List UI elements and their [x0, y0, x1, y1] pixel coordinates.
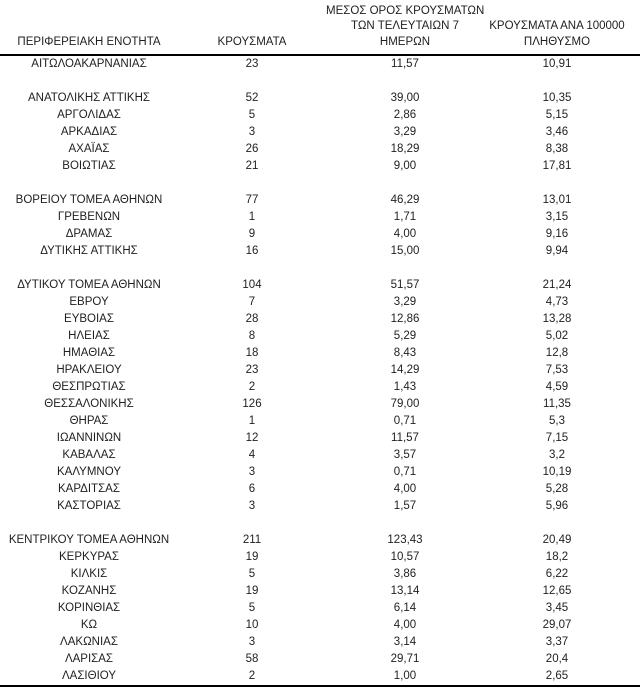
value-cell: 7 [248, 296, 256, 308]
table-body [0, 55, 640, 686]
table-row [0, 583, 640, 600]
region-cell: ΗΛΕΙΑΣ [68, 330, 110, 342]
region-cell: ΒΟΙΩΤΙΑΣ [62, 160, 116, 172]
table-row [0, 55, 640, 73]
value-cell: 6,14 [393, 602, 417, 614]
value-cell: 14,29 [390, 364, 420, 376]
value-cell: 0,71 [393, 415, 417, 427]
value-cell: 10,35 [542, 92, 572, 104]
value-cell: 126 [242, 398, 262, 410]
region-cell: ΚΟΡΙΝΘΙΑΣ [57, 602, 121, 614]
value-cell: 0,71 [393, 466, 417, 478]
value-cell: 6 [248, 483, 256, 495]
region-cell: ΚΙΛΚΙΣ [70, 568, 108, 580]
value-cell: 28 [245, 313, 259, 325]
value-cell: 4,73 [545, 296, 569, 308]
region-cell: ΘΕΣΣΑΛΟΝΙΚΗΣ [44, 398, 134, 410]
table-row [0, 600, 640, 617]
table-row [0, 124, 640, 141]
table-row [0, 651, 640, 668]
value-cell: 52 [245, 92, 259, 104]
value-cell: 3,2 [549, 449, 565, 461]
column-header-line: ΚΡΟΥΣΜΑΤΑ [217, 35, 287, 48]
value-cell: 3,15 [545, 211, 569, 223]
value-cell: 29,71 [390, 653, 420, 665]
value-cell: 7,53 [545, 364, 569, 376]
value-cell: 11,57 [391, 58, 419, 70]
spacer-row [0, 175, 640, 192]
value-cell: 1,43 [393, 381, 417, 393]
table-row [0, 158, 640, 175]
value-cell: 10 [245, 619, 259, 631]
value-cell: 1 [248, 211, 256, 223]
region-cell: ΗΜΑΘΙΑΣ [62, 347, 116, 359]
value-cell: 20,4 [545, 653, 569, 665]
value-cell: 6,22 [545, 568, 569, 580]
value-cell: 51,57 [390, 279, 420, 291]
table-row [0, 396, 640, 413]
region-cell: ΓΡΕΒΕΝΩΝ [57, 211, 121, 223]
value-cell: 211 [242, 534, 262, 546]
value-cell: 3 [248, 500, 256, 512]
value-cell: 5,15 [545, 109, 569, 121]
value-cell: 3,37 [545, 636, 569, 648]
region-cell: ΚΩ [80, 619, 98, 631]
column-header-line: ΚΡΟΥΣΜΑΤΑ ΑΝΑ 100000 [489, 20, 625, 32]
column-header-line: ΤΩΝ ΤΕΛΕΥΤΑΙΩΝ 7 [351, 20, 459, 32]
region-cell: ΔΥΤΙΚΗΣ ΑΤΤΙΚΗΣ [40, 245, 138, 257]
table-row [0, 379, 640, 396]
table-row [0, 345, 640, 362]
region-cell: ΔΥΤΙΚΟΥ ΤΟΜΕΑ ΑΘΗΝΩΝ [17, 279, 161, 291]
column-header-region [0, 0, 178, 55]
column-header-line: ΜΕΣΟΣ ΟΡΟΣ ΚΡΟΥΣΜΑΤΩΝ [326, 4, 485, 17]
value-cell: 79,00 [390, 398, 420, 410]
region-cell: ΚΕΡΚΥΡΑΣ [59, 551, 119, 563]
region-cell: ΚΑΒΑΛΑΣ [62, 449, 116, 461]
value-cell: 1,71 [393, 211, 417, 223]
value-cell: 29,07 [542, 619, 572, 631]
value-cell: 2 [248, 381, 256, 393]
table-row [0, 277, 640, 294]
value-cell: 5,96 [545, 500, 569, 512]
region-cell: ΛΑΣΙΘΙΟΥ [61, 670, 117, 682]
value-cell: 46,29 [390, 194, 420, 206]
spacer-row [0, 260, 640, 277]
value-cell: 11,35 [543, 398, 571, 410]
value-cell: 5,29 [393, 330, 417, 342]
value-cell: 5,02 [545, 330, 569, 342]
region-cell: ΚΑΡΔΙΤΣΑΣ [58, 483, 120, 495]
table-row [0, 328, 640, 345]
region-cell: ΔΡΑΜΑΣ [65, 228, 113, 240]
region-cell: ΕΥΒΟΙΑΣ [64, 313, 114, 325]
spacer-cell [0, 175, 640, 192]
region-cell: ΗΡΑΚΛΕΙΟΥ [56, 364, 122, 376]
region-cell: ΑΡΓΟΛΙΔΑΣ [57, 109, 121, 121]
value-cell: 1 [248, 415, 256, 427]
table-row [0, 141, 640, 158]
table-row [0, 90, 640, 107]
value-cell: 9,00 [393, 160, 417, 172]
value-cell: 10,91 [542, 58, 572, 70]
value-cell: 21,24 [542, 279, 572, 291]
table-row [0, 532, 640, 549]
table-row [0, 362, 640, 379]
region-cell: ΘΗΡΑΣ [69, 415, 109, 427]
table-row [0, 413, 640, 430]
value-cell: 2 [248, 670, 256, 682]
table-row [0, 311, 640, 328]
value-cell: 5 [248, 568, 256, 580]
table-row [0, 243, 640, 260]
value-cell: 17,81 [542, 160, 572, 172]
value-cell: 16 [245, 245, 259, 257]
column-header-avg7 [326, 0, 484, 55]
region-cell: ΚΕΝΤΡΙΚΟΥ ΤΟΜΕΑ ΑΘΗΝΩΝ [8, 534, 170, 546]
region-cell: ΑΝΑΤΟΛΙΚΗΣ ΑΤΤΙΚΗΣ [27, 92, 150, 104]
table-row [0, 192, 640, 209]
value-cell: 39,00 [390, 92, 420, 104]
value-cell: 8 [248, 330, 256, 342]
value-cell: 12,65 [542, 585, 572, 597]
header-row [0, 0, 640, 55]
value-cell: 3 [248, 466, 256, 478]
value-cell: 26 [245, 143, 259, 155]
value-cell: 3,29 [393, 296, 417, 308]
table-row [0, 481, 640, 498]
region-cell: ΒΟΡΕΙΟΥ ΤΟΜΕΑ ΑΘΗΝΩΝ [15, 194, 163, 206]
value-cell: 3,29 [393, 126, 417, 138]
region-cell: ΕΒΡΟΥ [69, 296, 109, 308]
value-cell: 9,16 [545, 228, 569, 240]
value-cell: 104 [242, 279, 262, 291]
table-row [0, 107, 640, 124]
region-cell: ΑΡΚΑΔΙΑΣ [60, 126, 118, 138]
value-cell: 8,38 [545, 143, 569, 155]
value-cell: 18,2 [545, 551, 569, 563]
value-cell: 21 [245, 160, 259, 172]
table-row [0, 617, 640, 634]
value-cell: 9 [248, 228, 256, 240]
value-cell: 3,14 [393, 636, 417, 648]
region-cell: ΘΕΣΠΡΩΤΙΑΣ [52, 381, 126, 393]
value-cell: 2,65 [545, 670, 569, 682]
value-cell: 123,43 [387, 534, 423, 546]
column-header-line: ΠΛΗΘΥΣΜΟ [523, 35, 591, 48]
region-cell: ΚΑΛΥΜΝΟΥ [57, 466, 121, 478]
value-cell: 3,86 [393, 568, 417, 580]
value-cell: 4,00 [393, 228, 417, 240]
spacer-cell [0, 73, 640, 90]
value-cell: 3,45 [545, 602, 569, 614]
value-cell: 58 [245, 653, 259, 665]
value-cell: 20,49 [542, 534, 572, 546]
value-cell: 12,8 [545, 347, 569, 359]
region-cell: ΑΧΑΪΑΣ [68, 143, 110, 155]
value-cell: 5 [248, 109, 256, 121]
region-cell: ΚΟΖΑΝΗΣ [61, 585, 117, 597]
value-cell: 12 [245, 432, 259, 444]
value-cell: 5 [248, 602, 256, 614]
value-cell: 4,00 [393, 619, 417, 631]
value-cell: 13,01 [542, 194, 572, 206]
column-header-per100k [484, 0, 640, 55]
value-cell: 3,57 [393, 449, 417, 461]
spacer-row [0, 515, 640, 532]
region-cell: ΚΑΣΤΟΡΙΑΣ [57, 500, 121, 512]
region-cell: ΑΙΤΩΛΟΑΚΑΡΝΑΝΙΑΣ [31, 58, 147, 70]
spacer-row [0, 73, 640, 90]
column-header-line: ΠΕΡΙΦΕΡΕΙΑΚΗ ΕΝΟΤΗΤΑ [17, 35, 161, 48]
table-row [0, 668, 640, 686]
spacer-cell [0, 515, 640, 532]
value-cell: 5,28 [545, 483, 569, 495]
column-header-cases [178, 0, 326, 55]
value-cell: 2,86 [393, 109, 417, 121]
value-cell: 3 [248, 636, 256, 648]
table-row [0, 566, 640, 583]
value-cell: 4 [248, 449, 256, 461]
region-cell: ΛΑΚΩΝΙΑΣ [60, 636, 118, 648]
table-row [0, 430, 640, 447]
value-cell: 8,43 [393, 347, 417, 359]
value-cell: 1,57 [393, 500, 417, 512]
table-row [0, 498, 640, 515]
table-row [0, 549, 640, 566]
spacer-cell [0, 260, 640, 277]
value-cell: 15,00 [390, 245, 420, 257]
value-cell: 19 [245, 551, 259, 563]
table-row [0, 209, 640, 226]
value-cell: 10,57 [390, 551, 420, 563]
table-row [0, 464, 640, 481]
region-cell: ΛΑΡΙΣΑΣ [64, 653, 114, 665]
value-cell: 10,19 [542, 466, 572, 478]
table-row [0, 447, 640, 464]
value-cell: 3 [248, 126, 256, 138]
value-cell: 7,15 [545, 432, 569, 444]
value-cell: 1,00 [393, 670, 417, 682]
value-cell: 4,59 [545, 381, 569, 393]
value-cell: 5,3 [549, 415, 565, 427]
value-cell: 77 [245, 194, 259, 206]
value-cell: 4,00 [393, 483, 417, 495]
value-cell: 23 [245, 364, 259, 376]
value-cell: 13,28 [542, 313, 572, 325]
table-row [0, 226, 640, 243]
value-cell: 9,94 [545, 245, 569, 257]
value-cell: 23 [245, 58, 259, 70]
table-row [0, 634, 640, 651]
value-cell: 3,46 [545, 126, 569, 138]
value-cell: 11,57 [391, 432, 419, 444]
value-cell: 18 [245, 347, 259, 359]
value-cell: 18,29 [390, 143, 420, 155]
value-cell: 12,86 [390, 313, 420, 325]
table-row [0, 294, 640, 311]
value-cell: 19 [245, 585, 259, 597]
value-cell: 13,14 [390, 585, 420, 597]
region-cell: ΙΩΑΝΝΙΝΩΝ [56, 432, 122, 444]
column-header-line: ΗΜΕΡΩΝ [379, 35, 431, 48]
